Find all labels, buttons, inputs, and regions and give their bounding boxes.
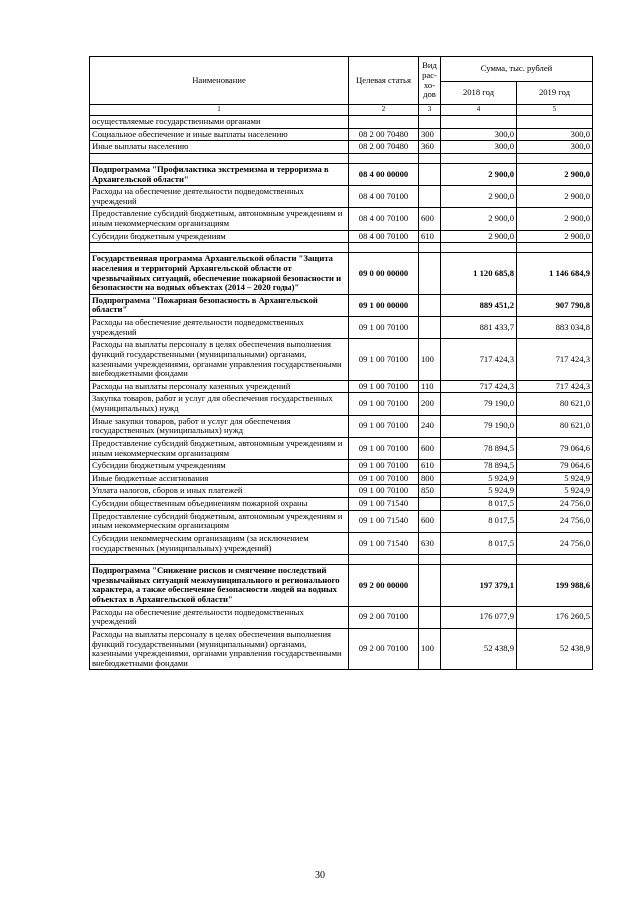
row-target-code: 09 1 00 70100 [349, 437, 419, 459]
row-expense-kind: 600 [419, 510, 441, 532]
row-name: Предоставление субсидий бюджетным, автономным учреждениям и иным некоммерческим организациям [90, 437, 349, 459]
empty-cell [349, 243, 419, 253]
table-row [90, 498, 593, 511]
empty-cell [517, 153, 593, 163]
row-name: Иные закупки товаров, работ и услуг для обеспечения государственных (муниципальных) нужд [90, 415, 349, 437]
spacer-row [90, 555, 593, 565]
row-amount-2018: 78 894,5 [441, 460, 517, 473]
table-row [90, 294, 593, 316]
row-target-code: 09 1 00 70100 [349, 380, 419, 393]
col-number: 3 [419, 105, 441, 116]
row-amount-2019: 80 621,0 [517, 393, 593, 415]
row-name: Субсидии бюджетным учреждениям [90, 460, 349, 473]
row-amount-2018: 881 433,7 [441, 317, 517, 339]
row-expense-kind: 800 [419, 472, 441, 485]
row-amount-2019: 79 064,6 [517, 460, 593, 473]
row-expense-kind [419, 606, 441, 628]
row-target-code: 09 1 00 70100 [349, 317, 419, 339]
row-expense-kind: 630 [419, 532, 441, 554]
row-name: Расходы на обеспечение деятельности подведомственных учреждений [90, 317, 349, 339]
table-row [90, 415, 593, 437]
row-expense-kind: 200 [419, 393, 441, 415]
row-target-code: 09 1 00 70100 [349, 460, 419, 473]
row-name: Расходы на выплаты персоналу в целях обеспечения выполнения функций государственными (муниципальными) органами, казенными учреждениями, органами управления государственными внебюджетными фондами [90, 339, 349, 381]
row-expense-kind [419, 253, 441, 295]
row-expense-kind: 360 [419, 141, 441, 154]
row-target-code: 09 1 00 70100 [349, 472, 419, 485]
table-row [90, 628, 593, 670]
spacer-row [90, 243, 593, 253]
col-number: 1 [90, 105, 349, 116]
row-expense-kind: 100 [419, 628, 441, 670]
col-header-target: Целевая статья [349, 57, 419, 105]
row-name: Расходы на обеспечение деятельности подведомственных учреждений [90, 606, 349, 628]
row-amount-2018: 5 924,9 [441, 485, 517, 498]
row-name: Подпрограмма "Снижение рисков и смягчение последствий чрезвычайных ситуаций межмуниципального и регионального характера, а также обеспечение безопасности людей на водных объектах в Архангельской области" [90, 565, 349, 607]
row-target-code: 09 1 00 70100 [349, 415, 419, 437]
row-amount-2018: 717 424,3 [441, 339, 517, 381]
row-amount-2019: 199 988,6 [517, 565, 593, 607]
col-number: 4 [441, 105, 517, 116]
row-amount-2018: 8 017,5 [441, 532, 517, 554]
row-amount-2018: 52 438,9 [441, 628, 517, 670]
table-row [90, 565, 593, 607]
row-expense-kind: 110 [419, 380, 441, 393]
row-amount-2019: 24 756,0 [517, 532, 593, 554]
row-amount-2019: 24 756,0 [517, 498, 593, 511]
row-amount-2019: 5 924,9 [517, 485, 593, 498]
table-row [90, 460, 593, 473]
row-target-code: 08 2 00 70480 [349, 128, 419, 141]
row-expense-kind [419, 565, 441, 607]
row-amount-2018: 5 924,9 [441, 472, 517, 485]
row-target-code: 09 1 00 71540 [349, 532, 419, 554]
table-row [90, 208, 593, 230]
row-amount-2019: 79 064,6 [517, 437, 593, 459]
row-amount-2019: 717 424,3 [517, 339, 593, 381]
row-expense-kind: 610 [419, 230, 441, 243]
table-row [90, 510, 593, 532]
row-expense-kind [419, 186, 441, 208]
table-body [90, 116, 593, 670]
row-amount-2019: 176 260,5 [517, 606, 593, 628]
row-expense-kind: 600 [419, 208, 441, 230]
row-amount-2018: 2 900,0 [441, 163, 517, 185]
empty-cell [90, 555, 349, 565]
row-target-code: 09 1 00 71540 [349, 510, 419, 532]
row-amount-2019: 907 790,8 [517, 294, 593, 316]
row-amount-2019: 5 924,9 [517, 472, 593, 485]
empty-cell [90, 243, 349, 253]
row-name: Предоставление субсидий бюджетным, автономным учреждениям и иным некоммерческим организациям [90, 510, 349, 532]
row-target-code: 08 4 00 00000 [349, 163, 419, 185]
row-amount-2018: 79 190,0 [441, 393, 517, 415]
table-row [90, 163, 593, 185]
table-row [90, 380, 593, 393]
table-row [90, 472, 593, 485]
empty-cell [349, 555, 419, 565]
row-amount-2019: 2 900,0 [517, 230, 593, 243]
row-amount-2019: 717 424,3 [517, 380, 593, 393]
row-name: осуществляемые государственными органами [90, 116, 349, 129]
row-amount-2018: 8 017,5 [441, 510, 517, 532]
table-row [90, 116, 593, 129]
row-amount-2019: 300,0 [517, 141, 593, 154]
row-name: Закупка товаров, работ и услуг для обеспечения государственных (муниципальных) нужд [90, 393, 349, 415]
row-amount-2018: 78 894,5 [441, 437, 517, 459]
row-target-code: 09 1 00 70100 [349, 485, 419, 498]
row-amount-2019: 1 146 684,9 [517, 253, 593, 295]
row-target-code: 08 2 00 70480 [349, 141, 419, 154]
budget-table [89, 56, 593, 670]
col-header-year2: 2019 год [517, 82, 593, 105]
row-expense-kind: 610 [419, 460, 441, 473]
row-target-code: 09 1 00 70100 [349, 339, 419, 381]
empty-cell [419, 555, 441, 565]
row-amount-2018: 889 451,2 [441, 294, 517, 316]
row-expense-kind [419, 163, 441, 185]
row-amount-2019: 2 900,0 [517, 186, 593, 208]
row-amount-2018: 2 900,0 [441, 208, 517, 230]
row-target-code: 09 0 00 00000 [349, 253, 419, 295]
row-amount-2018: 300,0 [441, 128, 517, 141]
empty-cell [349, 153, 419, 163]
row-amount-2018: 2 900,0 [441, 186, 517, 208]
header-row-1 [90, 57, 593, 82]
row-name: Расходы на обеспечение деятельности подведомственных учреждений [90, 186, 349, 208]
empty-cell [441, 555, 517, 565]
row-amount-2019: 300,0 [517, 128, 593, 141]
row-amount-2018: 1 120 685,8 [441, 253, 517, 295]
row-name: Государственная программа Архангельской области "Защита населения и территорий Архангельской области от чрезвычайных ситуаций, обеспечение пожарной безопасности и безопасности на водных объектах (2014 – 2020 годы)" [90, 253, 349, 295]
page-number: 30 [315, 870, 325, 881]
col-header-year1: 2018 год [441, 82, 517, 105]
table-row [90, 253, 593, 295]
table-row [90, 393, 593, 415]
empty-cell [517, 243, 593, 253]
row-name: Расходы на выплаты персоналу казенных учреждений [90, 380, 349, 393]
empty-cell [419, 243, 441, 253]
row-expense-kind [419, 116, 441, 129]
row-amount-2019 [517, 116, 593, 129]
table-row [90, 339, 593, 381]
row-name: Иные бюджетные ассигнования [90, 472, 349, 485]
row-name: Расходы на выплаты персоналу в целях обеспечения выполнения функций государственными (муниципальными) органами, казенными учреждениями, органами управления государственными внебюджетными фондами [90, 628, 349, 670]
row-name: Предоставление субсидий бюджетным, автономным учреждениям и иным некоммерческим организациям [90, 208, 349, 230]
row-target-code: 09 2 00 70100 [349, 606, 419, 628]
row-amount-2018: 300,0 [441, 141, 517, 154]
row-expense-kind: 600 [419, 437, 441, 459]
table-row [90, 141, 593, 154]
table-row [90, 485, 593, 498]
row-target-code: 08 4 00 70100 [349, 186, 419, 208]
row-target-code: 08 4 00 70100 [349, 208, 419, 230]
row-amount-2018: 2 900,0 [441, 230, 517, 243]
empty-cell [90, 153, 349, 163]
row-expense-kind [419, 317, 441, 339]
empty-cell [517, 555, 593, 565]
col-header-name: Наименование [90, 57, 349, 105]
row-name: Субсидии бюджетным учреждениям [90, 230, 349, 243]
row-amount-2018: 176 077,9 [441, 606, 517, 628]
row-target-code: 09 2 00 70100 [349, 628, 419, 670]
row-amount-2018 [441, 116, 517, 129]
row-amount-2018: 79 190,0 [441, 415, 517, 437]
row-amount-2019: 24 756,0 [517, 510, 593, 532]
row-name: Иные выплаты населению [90, 141, 349, 154]
row-name: Субсидии общественным объединениям пожарной охраны [90, 498, 349, 511]
row-amount-2019: 52 438,9 [517, 628, 593, 670]
row-amount-2019: 2 900,0 [517, 163, 593, 185]
row-expense-kind: 100 [419, 339, 441, 381]
empty-cell [419, 153, 441, 163]
row-name: Социальное обеспечение и иные выплаты населению [90, 128, 349, 141]
row-expense-kind [419, 498, 441, 511]
table-row [90, 606, 593, 628]
column-number-row [90, 105, 593, 116]
row-target-code: 09 2 00 00000 [349, 565, 419, 607]
row-name: Уплата налогов, сборов и иных платежей [90, 485, 349, 498]
row-target-code [349, 116, 419, 129]
row-amount-2019: 883 034,8 [517, 317, 593, 339]
table-row [90, 230, 593, 243]
row-name: Подпрограмма "Пожарная безопасность в Архангельской области" [90, 294, 349, 316]
table-row [90, 532, 593, 554]
col-number: 2 [349, 105, 419, 116]
row-target-code: 09 1 00 71540 [349, 498, 419, 511]
row-name: Субсидии некоммерческим организациям (за исключением государственных (муниципальных) учреждений) [90, 532, 349, 554]
table-row [90, 186, 593, 208]
spacer-row [90, 153, 593, 163]
row-amount-2018: 8 017,5 [441, 498, 517, 511]
row-amount-2019: 80 621,0 [517, 415, 593, 437]
col-number: 5 [517, 105, 593, 116]
row-expense-kind: 850 [419, 485, 441, 498]
empty-cell [441, 243, 517, 253]
row-amount-2018: 717 424,3 [441, 380, 517, 393]
table-row [90, 128, 593, 141]
table-row [90, 437, 593, 459]
table-row [90, 317, 593, 339]
row-amount-2019: 2 900,0 [517, 208, 593, 230]
row-amount-2018: 197 379,1 [441, 565, 517, 607]
row-expense-kind: 240 [419, 415, 441, 437]
row-name: Подпрограмма "Профилактика экстремизма и терроризма в Архангельской области" [90, 163, 349, 185]
row-expense-kind [419, 294, 441, 316]
row-target-code: 09 1 00 00000 [349, 294, 419, 316]
col-header-sum: Сумма, тыс. рублей [441, 57, 593, 82]
empty-cell [441, 153, 517, 163]
col-header-kind: Вид рас- хо- дов [419, 57, 441, 105]
row-target-code: 09 1 00 70100 [349, 393, 419, 415]
row-target-code: 08 4 00 70100 [349, 230, 419, 243]
row-expense-kind: 300 [419, 128, 441, 141]
